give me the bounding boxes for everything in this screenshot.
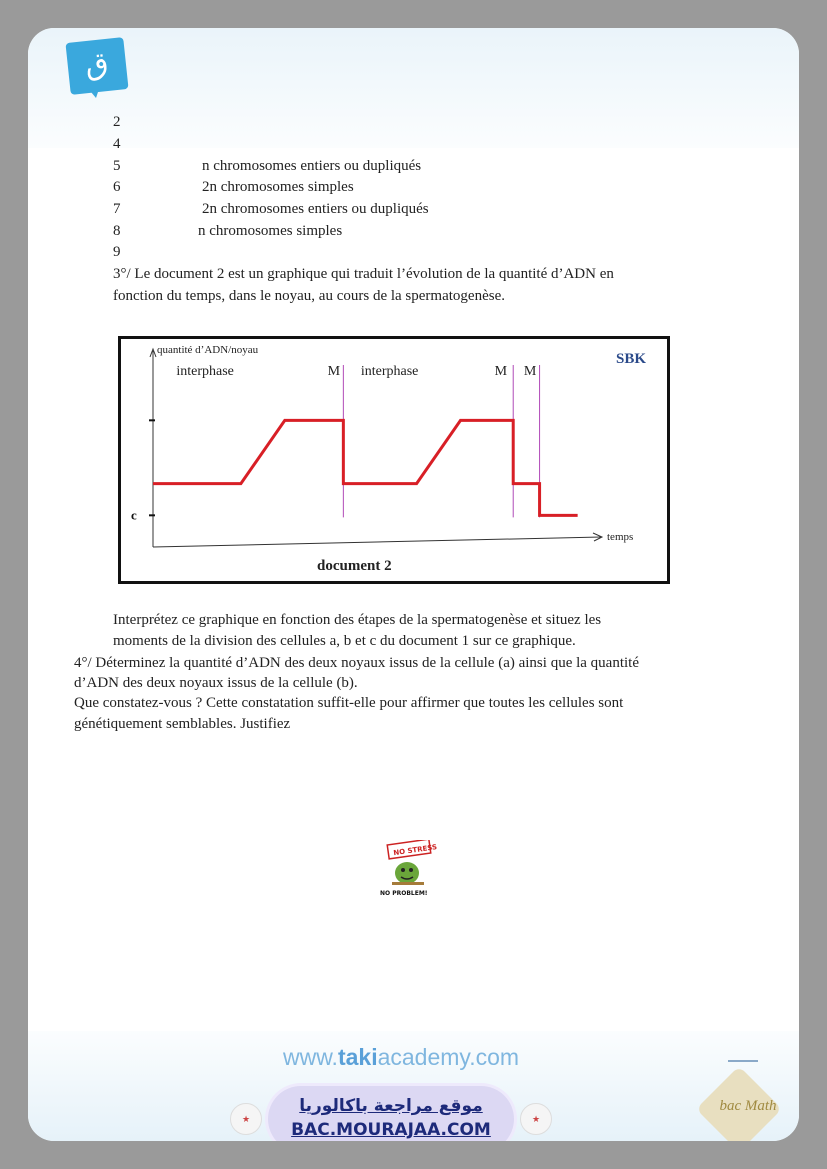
list-text-7: 2n chromosomes entiers ou dupliqués (202, 201, 429, 217)
list-number: 2 (113, 114, 121, 130)
question-3-line-2: fonction du temps, dans le noyau, au cours de la spermatogenèse. (113, 288, 505, 304)
logo-glyph: ق (83, 45, 111, 84)
chart-frame (118, 336, 670, 584)
x-axis (153, 537, 601, 547)
list-number: 8 (113, 223, 121, 239)
left-badge-icon: ★ (230, 1103, 262, 1135)
phase-label: interphase (176, 364, 234, 379)
question-3-line-1: 3°/ Le document 2 est un graphique qui traduit l’évolution de la quantité d’ADN en (113, 266, 614, 282)
site-bold: taki (337, 1044, 378, 1070)
banner-domain-text: BAC.MOURAJAA.COM (291, 1120, 491, 1140)
list-text-6: 2n chromosomes simples (202, 179, 354, 195)
logo-tail (86, 86, 100, 98)
x-axis-label: temps (607, 531, 634, 543)
dna-chart (121, 339, 667, 581)
list-number: 9 (113, 244, 121, 260)
chart-title: document 2 (317, 558, 392, 574)
question-4-line-3: Que constatez-vous ? Cette constatation suffit-elle pour affirmer que toutes les cellules sont (74, 695, 624, 711)
list-number: 4 (113, 136, 121, 152)
document-page (28, 28, 799, 1141)
site-link[interactable] (283, 1044, 519, 1071)
list-text-5: n chromosomes entiers ou dupliqués (202, 158, 422, 174)
bac-math-text: bac Math (719, 1098, 777, 1114)
sticker-top-text: NO STRESS (392, 843, 438, 858)
right-badge-icon: ★ (520, 1103, 552, 1135)
phase-label: M (494, 364, 508, 379)
list-text-8: n chromosomes simples (198, 223, 343, 239)
question-4-line-2: d’ADN des deux noyaux issus de la cellule (b). (74, 675, 358, 691)
y-axis-label: quantité d’ADN/noyau (157, 344, 259, 356)
question-4-line-1: 4°/ Déterminez la quantité d’ADN des deux noyaux issus de la cellule (a) ainsi que la quantité (74, 655, 639, 671)
no-stress-sticker-icon (374, 840, 444, 898)
y-tick-label-c: c (131, 507, 137, 523)
phase-label: M (523, 364, 537, 379)
dna-quantity-line (153, 420, 578, 515)
header-band (28, 28, 799, 148)
list-number: 5 (113, 158, 121, 174)
bac-mourajaa-banner[interactable] (268, 1086, 514, 1141)
footer-dash (728, 1060, 758, 1062)
question-3-followup-line-1: Interprétez ce graphique en fonction des étapes de la spermatogenèse et situez les (113, 612, 602, 628)
sticker-bottom-text: NO PROBLEM! (380, 890, 428, 897)
list-number: 6 (113, 179, 121, 195)
chart-watermark: SBK (616, 351, 647, 367)
phase-label: M (327, 364, 341, 379)
question-4-line-4: génétiquement semblables. Justifiez (74, 716, 291, 732)
question-3-followup-line-2: moments de la division des cellules a, b et c du document 1 sur ce graphique. (113, 633, 576, 649)
site-prefix: www. (283, 1044, 338, 1070)
list-number: 7 (113, 201, 121, 217)
site-suffix: academy.com (377, 1044, 520, 1070)
banner-arabic-text: موقع مراجعة باكالوريا (299, 1096, 483, 1116)
phase-label: interphase (360, 364, 419, 379)
